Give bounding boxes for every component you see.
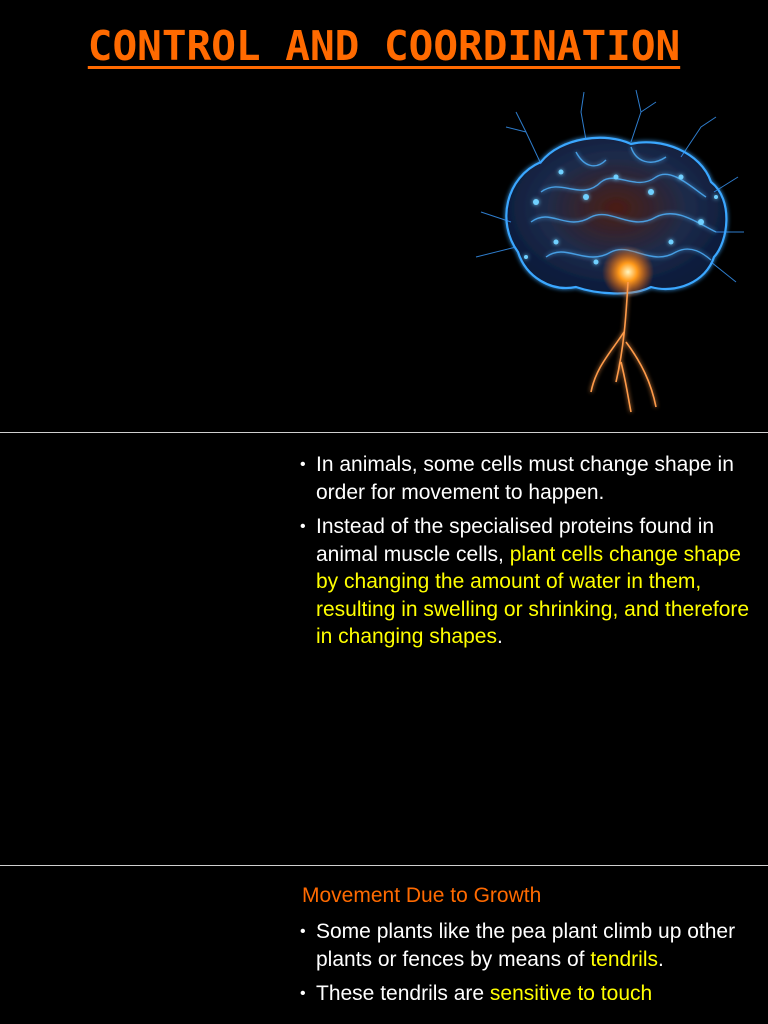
bullet-text: Some plants like the pea plant climb up other plants or fences by means of bbox=[316, 920, 736, 971]
bullet-item bbox=[300, 513, 755, 651]
highlighted-text: tendrils bbox=[590, 947, 659, 971]
slide-movement-growth bbox=[0, 866, 768, 1024]
bullet-text-end: . bbox=[496, 625, 503, 648]
section-heading: Movement Due to Growth bbox=[302, 884, 542, 907]
bullet-item bbox=[300, 451, 755, 506]
bullet-text: Instead of the specialised proteins found in animal muscle cells, bbox=[316, 515, 715, 566]
bullet-text-end: . bbox=[658, 947, 664, 971]
bullet-text: These tendrils are bbox=[316, 982, 490, 1005]
slide-title-heading: CONTROL AND COORDINATION bbox=[87, 22, 681, 70]
bullet-text: In animals, some cells must change shape in order for movement to happen. bbox=[316, 453, 734, 504]
slide-title bbox=[0, 0, 768, 432]
brain-icon bbox=[466, 82, 750, 416]
highlighted-text: plant cells change shape by changing the amount of water in them, resulting in swelling or shrinking, and therefore in changing shapes bbox=[316, 542, 750, 648]
bullet-list bbox=[300, 451, 755, 658]
bullet-item bbox=[300, 918, 755, 973]
slide-cell-shape bbox=[0, 433, 768, 865]
highlighted-text: sensitive to touch bbox=[489, 982, 653, 1005]
bullet-item bbox=[300, 980, 755, 1008]
bullet-list bbox=[300, 918, 755, 1015]
